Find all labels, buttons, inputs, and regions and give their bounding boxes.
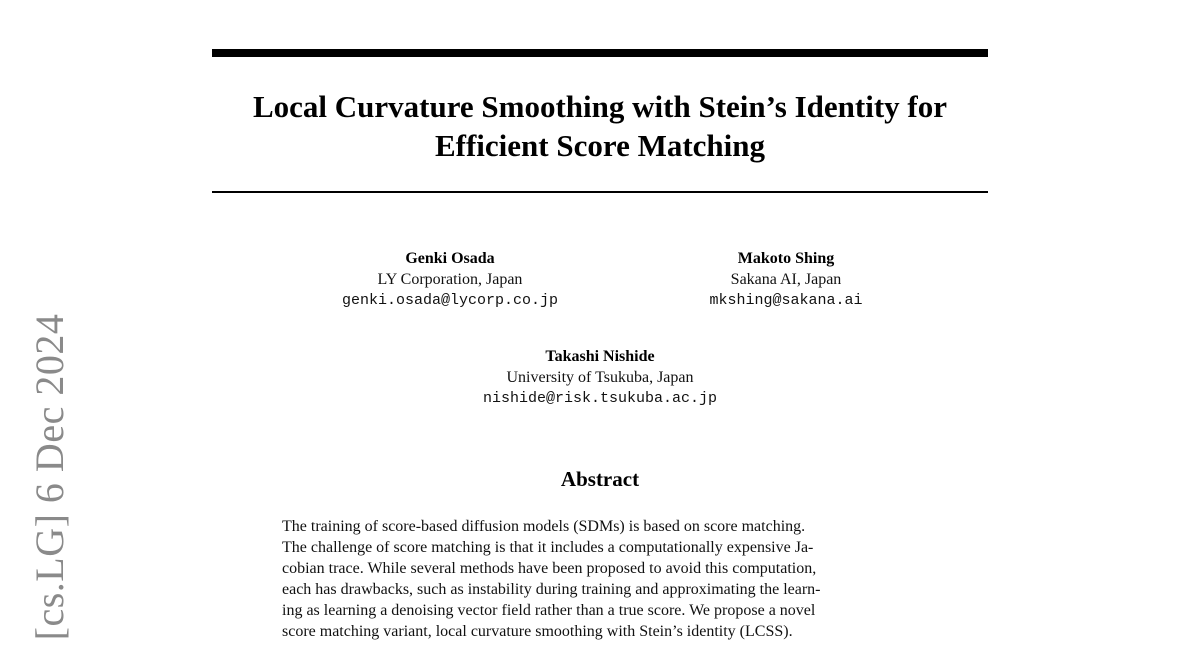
title-top-rule [212, 49, 988, 57]
abstract-line: The challenge of score matching is that it includes a computationally expensive Ja- [282, 539, 814, 556]
abstract-heading: Abstract [560, 467, 640, 491]
author-block [636, 248, 936, 311]
paper-title-line: Local Curvature Smoothing with Stein’s Identity for [252, 89, 948, 124]
paper-title-line: Efficient Score Matching [434, 128, 766, 163]
abstract-body [282, 516, 922, 642]
author-email: nishide@risk.tsukuba.ac.jp [482, 390, 718, 407]
author-email: mkshing@sakana.ai [709, 292, 863, 309]
author-block [450, 346, 750, 409]
author-block [300, 248, 600, 311]
author-name: Takashi Nishide [545, 348, 655, 365]
title-bottom-rule [212, 191, 988, 193]
paper-title [212, 87, 988, 165]
abstract-line: ing as learning a denoising vector field rather than a true score. We propose a novel [282, 602, 816, 619]
abstract-line: score matching variant, local curvature smoothing with Stein’s identity (LCSS). [282, 623, 793, 640]
abstract-line: each has drawbacks, such as instability during training and approximating the learn- [282, 581, 821, 598]
author-email: genki.osada@lycorp.co.jp [341, 292, 559, 309]
author-name: Makoto Shing [737, 250, 835, 267]
author-affiliation: University of Tsukuba, Japan [506, 369, 694, 386]
abstract-line: The training of score-based diffusion models (SDMs) is based on score matching. [282, 518, 806, 535]
author-name: Genki Osada [405, 250, 495, 267]
author-affiliation: LY Corporation, Japan [377, 271, 523, 288]
author-affiliation: Sakana AI, Japan [730, 271, 842, 288]
arxiv-stamp-text: [cs.LG] 6 Dec 2024 [27, 313, 72, 641]
abstract-line: cobian trace. While several methods have been proposed to avoid this computation, [282, 560, 817, 577]
